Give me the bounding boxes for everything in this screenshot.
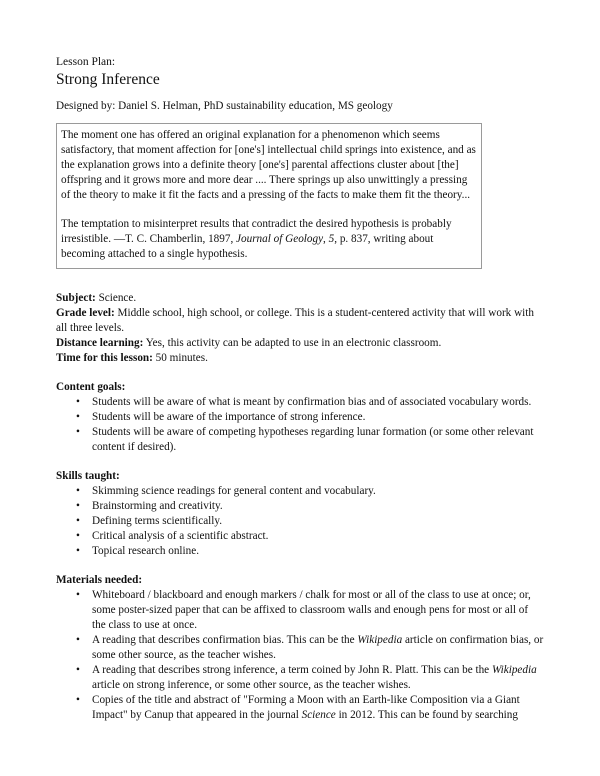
skills-heading: Skills taught: [56, 470, 120, 482]
list-item [92, 663, 544, 693]
item-text: A reading that describes confirmation bias. This can be the [92, 634, 358, 646]
journal-name: Journal of Geology [236, 233, 324, 245]
quote-box [56, 123, 482, 269]
list-item [92, 633, 544, 663]
lesson-meta [56, 291, 544, 366]
item-emphasis: Wikipedia [357, 634, 403, 646]
list-item: • Students will be aware of competing hypotheses regarding lunar formation (or some other relevant content if desired). [92, 425, 544, 455]
grade-label: Grade level: [56, 307, 115, 319]
subject-value: Science. [95, 292, 137, 304]
distance-label: Distance learning: [56, 337, 144, 349]
item-emphasis: Wikipedia [491, 664, 537, 676]
list-item: • Students will be aware of the importance of strong inference. [92, 410, 544, 425]
quote-paragraph-2 [61, 217, 477, 262]
time-label: Time for this lesson: [56, 352, 153, 364]
designer-line: Designed by: Daniel S. Helman, PhD sustainability education, MS geology [56, 100, 393, 112]
list-item: • Skimming science readings for general content and vocabulary. [92, 484, 544, 499]
materials-section [56, 573, 544, 723]
item-text: A reading that describes strong inference, a term coined by John R. Platt. This can be the [92, 664, 492, 676]
distance-line [56, 336, 544, 351]
item-text: article on confirmation bias, or some other source, as the teacher wishes. [92, 634, 544, 661]
item-text: in 2012. This can be found by searching [335, 709, 518, 721]
subject-label: Subject: [56, 292, 96, 304]
item-text: Copies of the title and abstract of "Forming a Moon with an Earth-like Composition via a Giant Impact" by Canup that appeared in the journal [92, 694, 520, 721]
skills-list [56, 484, 544, 559]
content-goals-section [56, 380, 544, 455]
content-goals-heading: Content goals: [56, 381, 126, 393]
list-item: • Students will be aware of what is meant by confirmation bias and of associated vocabulary words. [92, 395, 544, 410]
subject-line [56, 291, 544, 306]
grade-line [56, 306, 544, 336]
list-item: • Topical research online. [92, 544, 544, 559]
distance-value: Yes, this activity can be adapted to use in an electronic classroom. [143, 337, 442, 349]
list-item: • Brainstorming and creativity. [92, 499, 544, 514]
page-title: Strong Inference [56, 71, 160, 88]
list-item: • Whiteboard / blackboard and enough markers / chalk for most or all of the class to use at once; or, some poster-sized paper that can be affixed to classroom walls and enough pens for most or all of the class to use at once. [92, 588, 544, 633]
item-emphasis: Science [301, 709, 336, 721]
list-item [92, 693, 544, 723]
list-item: • Critical analysis of a scientific abstract. [92, 529, 544, 544]
lesson-plan-label: Lesson Plan: [56, 56, 116, 68]
quote-paragraph-1: The moment one has offered an original explanation for a phenomenon which seems satisfactory, that moment affection for [one's] intellectual child springs into existence, and as the explanation grows into a definite theory [one's] parental affections cluster about [the] offspring and it grows more and more dear .... There springs up also unwittingly a pressing of the theory to make it fit the facts and a pressing of the facts to make them fit the theory... [61, 129, 476, 201]
list-item: • Defining terms scientifically. [92, 514, 544, 529]
time-value: 50 minutes. [152, 352, 208, 364]
quote-text: The temptation to misinterpret results that contradict the desired hypothesis is probably irresistible. —T. C. Chamberlin, 1897, [61, 218, 452, 245]
content-goals-list [56, 395, 544, 455]
skills-section [56, 469, 544, 559]
journal-comma: , [323, 233, 329, 245]
item-text: article on strong inference, or some other source, as the teacher wishes. [92, 679, 411, 691]
journal-volume: 5 [328, 233, 335, 245]
materials-list [56, 588, 544, 723]
materials-heading: Materials needed: [56, 574, 143, 586]
time-line [56, 351, 544, 366]
grade-value: Middle school, high school, or college. This is a student-centered activity that will work with all three levels. [56, 307, 534, 334]
quote-text-end: , p. 837, writing about becoming attached to a single hypothesis. [61, 233, 434, 260]
